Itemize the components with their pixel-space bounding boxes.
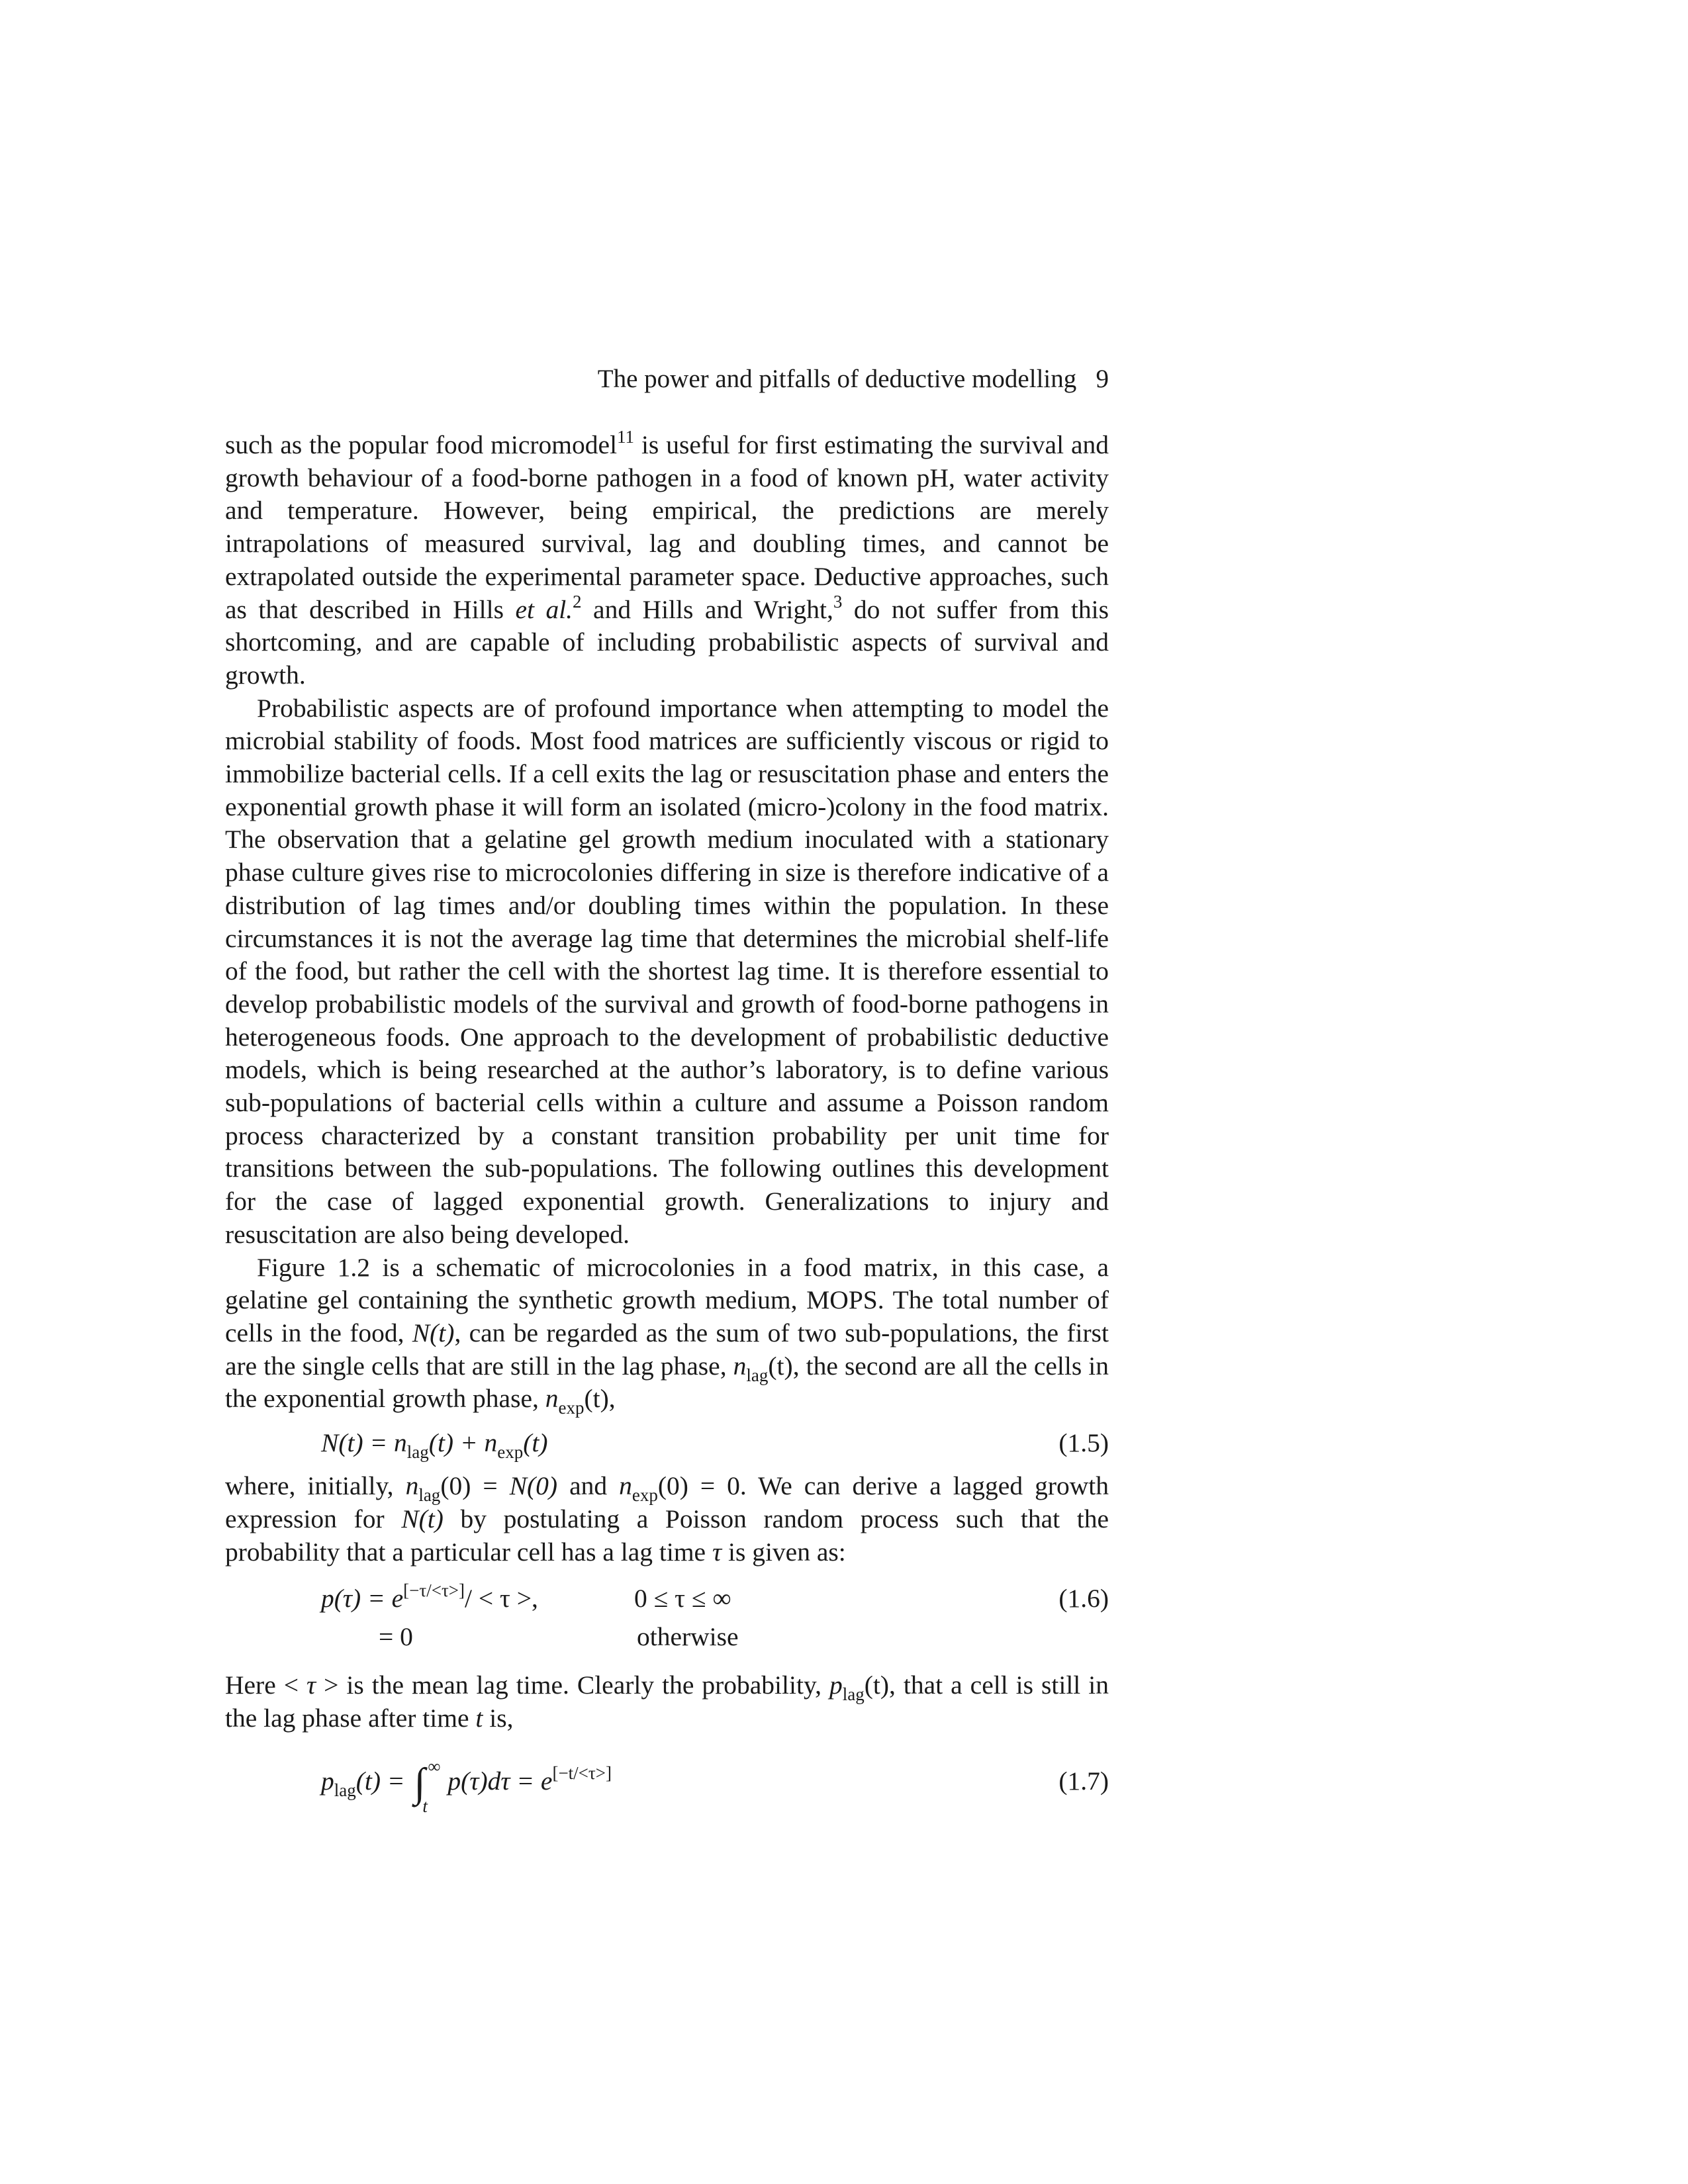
equation-1-7: [225, 1751, 1109, 1816]
running-title: The power and pitfalls of deductive modelling: [597, 365, 1077, 393]
reference-2: 2: [573, 591, 582, 612]
integral-sign: ∫: [414, 1760, 426, 1805]
equation-number: (1.7): [1058, 1766, 1109, 1796]
equation-1-5: [225, 1424, 1109, 1462]
equation-1-6-row-2: = 0 otherwise: [379, 1622, 739, 1652]
equation-number: (1.6): [1058, 1584, 1109, 1614]
page-number: 9: [1096, 365, 1109, 393]
equation-1-6: [225, 1579, 1109, 1656]
equation-number: (1.5): [1058, 1428, 1109, 1458]
running-header: [225, 363, 1109, 396]
equation-1-7-expression: $p_{lag}(t)$ = ∫ ∞ t p(τ)dτ = e[−t/<τ>]: [321, 1756, 612, 1816]
paragraph-3: Figure 1.2 is a schematic of microcolonies in a food matrix, in this case, a gelatine gel containing the synthetic growth medium, MOPS. The total number of cells in the food, N(t), can be regarded as the sum of two sub-populations, the first are the single cells that are still in the lag phase, $n_{lag}(t)$, the second are all the cells in the exponential growth phase, $n_{exp}(t)$,: [225, 1252, 1109, 1418]
paragraph-1: such as the popular food micromodel$^{11}$ is useful for first estimating the survival and growth behaviour of a food-borne pathogen in a food of known pH, water activity and temperature. However, being empirical, the predictions are merely intrapolations of measured survival, lag and doubling times, and cannot be extrapolated outside the experimental parameter space. Deductive approaches, such as that described in Hills et al.$^2$ and Hills and Wright,$^3$ do not suffer from this shortcoming, and are capable of including probabilistic aspects of survival and growth.: [225, 427, 1109, 690]
equation-1-6-condition: 0 ≤ τ ≤ ∞: [634, 1584, 731, 1614]
equation-1-5-expression: $N(t) = n_{lag}(t) + n_{exp}(t)$: [321, 1428, 548, 1463]
reference-3: 3: [833, 591, 843, 612]
paragraph-5: Here < τ > is the mean lag time. Clearly the probability, $p_{lag}(t)$, that a cell is still in the lag phase after time t is,: [225, 1670, 1109, 1733]
paragraph-4: where, initially, $n_{lag}(0) = N(0)$ and $n_{exp}(0) = 0$. We can derive a lagged growth expression for N(t) by postulating a Poisson random process such that the probability that a particular cell has a lag time τ is given as:: [225, 1471, 1109, 1567]
body-text: [225, 429, 1109, 1828]
equation-1-6-expression: p(τ) = e[−τ/<τ>]/ < τ >,: [321, 1580, 538, 1614]
paragraph-2: Probabilistic aspects are of profound importance when attempting to model the microbial stability of foods. Most food matrices are sufficiently viscous or rigid to immobilize bacterial cells. If a cell exits the lag or resuscitation phase and enters the exponential growth phase it will form an isolated (micro-)colony in the food matrix. The observation that a gelatine gel growth medium inoculated with a stationary phase culture gives rise to microcolonies differing in size is therefore indicative of a distribution of lag times and/or doubling times within the population. In these circumstances it is not the average lag time that determines the microbial shelf-life of the food, but rather the cell with the shortest lag time. It is therefore essential to develop probabilistic models of the survival and growth of food-borne pathogens in heterogeneous foods. One approach to the development of probabilistic deductive models, which is being researched at the author’s laboratory, is to define various sub-populations of bacterial cells within a culture and assume a Poisson random process characterized by a constant transition probability per unit time for transitions between the sub-populations. The following outlines this development for the case of lagged exponential growth. Generalizations to injury and resuscitation are also being developed.: [225, 693, 1109, 1249]
reference-11: 11: [617, 427, 635, 447]
